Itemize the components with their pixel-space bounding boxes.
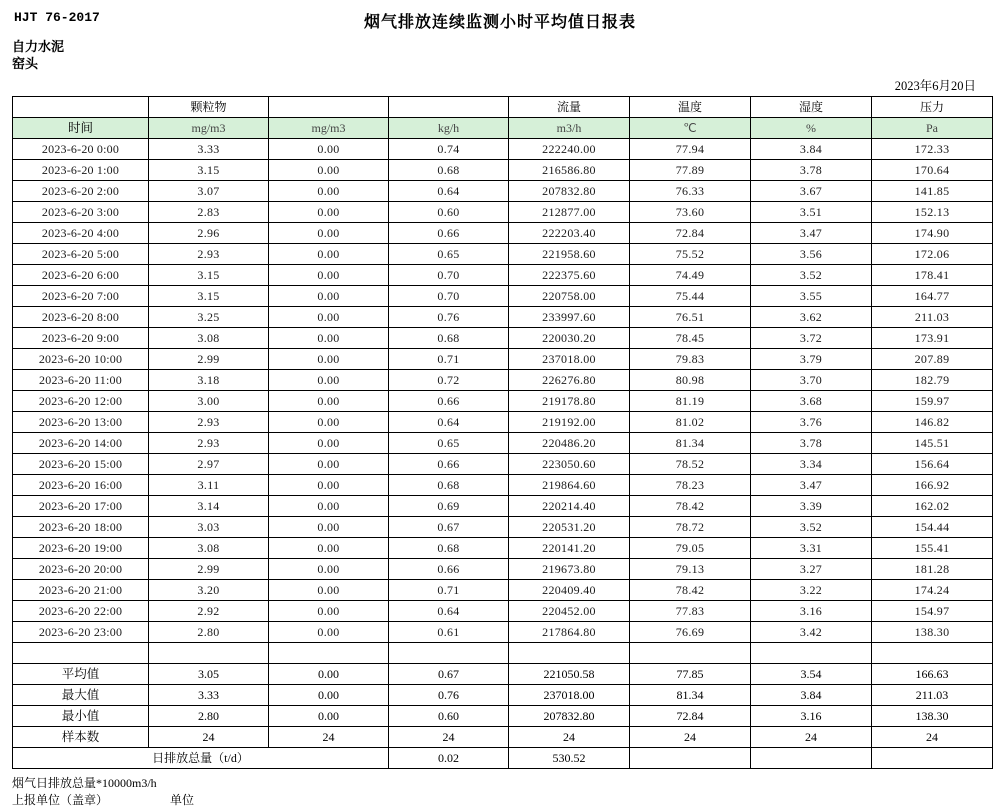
cell-particulate-rate: 0.66 (389, 559, 509, 580)
cell-flow: 220409.40 (509, 580, 630, 601)
reporting-unit-label: 上报单位（盖章） (12, 793, 109, 807)
table-row (13, 559, 993, 580)
cell-particulate-conc: 3.11 (149, 475, 269, 496)
header-cell-flow: 流量 (509, 97, 630, 118)
cell-time: 2023-6-20 16:00 (13, 475, 149, 496)
cell-particulate-conc: 2.99 (149, 349, 269, 370)
cell-pressure: 170.64 (872, 160, 993, 181)
cell-time: 2023-6-20 1:00 (13, 160, 149, 181)
cell-pressure: 181.28 (872, 559, 993, 580)
cell-particulate-rate: 0.69 (389, 496, 509, 517)
cell-pressure: 162.02 (872, 496, 993, 517)
table-row (13, 202, 993, 223)
cell-particulate-std: 0.00 (269, 412, 389, 433)
table-row (13, 475, 993, 496)
summary-cell-5: 24 (630, 727, 751, 748)
cell-humidity: 3.56 (751, 244, 872, 265)
cell-temperature: 76.51 (630, 307, 751, 328)
cell-temperature: 79.05 (630, 538, 751, 559)
cell-temperature: 79.13 (630, 559, 751, 580)
cell-humidity: 3.78 (751, 433, 872, 454)
summary-cell-6: 3.16 (751, 706, 872, 727)
header-cell-temperature: 温度 (630, 97, 751, 118)
table-row (13, 391, 993, 412)
header-cell-time: 时间 (13, 118, 149, 139)
cell-time: 2023-6-20 4:00 (13, 223, 149, 244)
cell-particulate-std: 0.00 (269, 223, 389, 244)
table-header-groups (13, 97, 993, 118)
cell-particulate-std: 0.00 (269, 202, 389, 223)
cell-pressure: 164.77 (872, 286, 993, 307)
summary-cell-6: 3.54 (751, 664, 872, 685)
cell-flow: 222203.40 (509, 223, 630, 244)
spacer-cell (269, 643, 389, 664)
cell-flow: 220030.20 (509, 328, 630, 349)
cell-pressure: 145.51 (872, 433, 993, 454)
cell-pressure: 174.24 (872, 580, 993, 601)
spacer-cell (149, 643, 269, 664)
summary-label: 样本数 (13, 727, 149, 748)
table-row (13, 307, 993, 328)
cell-time: 2023-6-20 20:00 (13, 559, 149, 580)
spacer-cell (13, 643, 149, 664)
spacer-cell (630, 643, 751, 664)
cell-pressure: 172.33 (872, 139, 993, 160)
cell-time: 2023-6-20 11:00 (13, 370, 149, 391)
cell-particulate-conc: 3.08 (149, 328, 269, 349)
summary-cell-6: 24 (751, 727, 872, 748)
cell-particulate-rate: 0.67 (389, 517, 509, 538)
cell-particulate-std: 0.00 (269, 433, 389, 454)
cell-particulate-rate: 0.68 (389, 538, 509, 559)
cell-particulate-rate: 0.65 (389, 244, 509, 265)
cell-particulate-conc: 3.15 (149, 286, 269, 307)
cell-particulate-std: 0.00 (269, 307, 389, 328)
cell-humidity: 3.62 (751, 307, 872, 328)
cell-temperature: 78.42 (630, 496, 751, 517)
cell-flow: 212877.00 (509, 202, 630, 223)
cell-particulate-conc: 3.03 (149, 517, 269, 538)
cell-particulate-conc: 3.07 (149, 181, 269, 202)
cell-humidity: 3.16 (751, 601, 872, 622)
cell-flow: 207832.80 (509, 181, 630, 202)
summary-cell-1: 3.05 (149, 664, 269, 685)
cell-temperature: 73.60 (630, 202, 751, 223)
header-cell-pressure: 压力 (872, 97, 993, 118)
cell-temperature: 78.42 (630, 580, 751, 601)
cell-flow: 220486.20 (509, 433, 630, 454)
table-row (13, 538, 993, 559)
cell-particulate-rate: 0.74 (389, 139, 509, 160)
header-cell-blank1 (13, 97, 149, 118)
cell-flow: 219864.60 (509, 475, 630, 496)
header-cell-humidity: 湿度 (751, 97, 872, 118)
cell-particulate-rate: 0.76 (389, 307, 509, 328)
cell-temperature: 77.89 (630, 160, 751, 181)
cell-humidity: 3.31 (751, 538, 872, 559)
cell-temperature: 74.49 (630, 265, 751, 286)
cell-time: 2023-6-20 14:00 (13, 433, 149, 454)
cell-humidity: 3.42 (751, 622, 872, 643)
cell-temperature: 76.33 (630, 181, 751, 202)
summary-cell-2: 0.00 (269, 706, 389, 727)
table-row (13, 622, 993, 643)
cell-humidity: 3.72 (751, 328, 872, 349)
spacer-cell (872, 643, 993, 664)
summary-cell-4: 237018.00 (509, 685, 630, 706)
cell-particulate-conc: 3.14 (149, 496, 269, 517)
cell-humidity: 3.47 (751, 475, 872, 496)
cell-flow: 220452.00 (509, 601, 630, 622)
cell-particulate-rate: 0.66 (389, 223, 509, 244)
cell-time: 2023-6-20 0:00 (13, 139, 149, 160)
cell-temperature: 78.52 (630, 454, 751, 475)
page-title: 烟气排放连续监测小时平均值日报表 (363, 14, 636, 31)
summary-row-sample-count (13, 727, 993, 748)
cell-time: 2023-6-20 15:00 (13, 454, 149, 475)
cell-particulate-conc: 2.92 (149, 601, 269, 622)
cell-particulate-conc: 2.99 (149, 559, 269, 580)
cell-particulate-rate: 0.66 (389, 391, 509, 412)
spacer-cell (509, 643, 630, 664)
cell-particulate-conc: 3.20 (149, 580, 269, 601)
unit-cell-4: m3/h (509, 118, 630, 139)
cell-temperature: 78.45 (630, 328, 751, 349)
spacer-row (13, 643, 993, 664)
unit-label: 单位 (170, 793, 195, 807)
cell-temperature: 81.19 (630, 391, 751, 412)
summary-cell-2: 0.00 (269, 664, 389, 685)
summary-cell-5: 81.34 (630, 685, 751, 706)
cell-particulate-rate: 0.65 (389, 433, 509, 454)
cell-pressure: 174.90 (872, 223, 993, 244)
cell-particulate-conc: 2.96 (149, 223, 269, 244)
cell-temperature: 81.02 (630, 412, 751, 433)
cell-particulate-std: 0.00 (269, 139, 389, 160)
footer (12, 775, 990, 809)
cell-temperature: 77.83 (630, 601, 751, 622)
cell-temperature: 75.52 (630, 244, 751, 265)
unit-cell-1: mg/m3 (149, 118, 269, 139)
cell-temperature: 77.94 (630, 139, 751, 160)
cell-particulate-std: 0.00 (269, 601, 389, 622)
cell-flow: 223050.60 (509, 454, 630, 475)
summary-cell-2: 0.00 (269, 685, 389, 706)
cell-pressure: 155.41 (872, 538, 993, 559)
cell-flow: 222375.60 (509, 265, 630, 286)
spacer-cell (389, 643, 509, 664)
cell-temperature: 78.23 (630, 475, 751, 496)
summary-cell-7: 24 (872, 727, 993, 748)
cell-pressure: 146.82 (872, 412, 993, 433)
daily-total-row (13, 748, 993, 769)
summary-row-minimum (13, 706, 993, 727)
cell-particulate-rate: 0.72 (389, 370, 509, 391)
cell-flow: 221958.60 (509, 244, 630, 265)
cell-humidity: 3.34 (751, 454, 872, 475)
cell-pressure: 156.64 (872, 454, 993, 475)
daily-total-label: 日排放总量（t/d） (13, 748, 389, 769)
cell-pressure: 173.91 (872, 328, 993, 349)
cell-particulate-std: 0.00 (269, 370, 389, 391)
cell-particulate-conc: 3.18 (149, 370, 269, 391)
cell-temperature: 76.69 (630, 622, 751, 643)
summary-cell-7: 166.63 (872, 664, 993, 685)
cell-particulate-std: 0.00 (269, 496, 389, 517)
cell-humidity: 3.79 (751, 349, 872, 370)
summary-cell-3: 24 (389, 727, 509, 748)
unit-cell-2: mg/m3 (269, 118, 389, 139)
summary-cell-1: 24 (149, 727, 269, 748)
cell-flow: 226276.80 (509, 370, 630, 391)
cell-pressure: 141.85 (872, 181, 993, 202)
cell-particulate-rate: 0.70 (389, 265, 509, 286)
hourly-average-table (12, 96, 993, 769)
summary-label: 最小值 (13, 706, 149, 727)
daily-total-value-2: 530.52 (509, 748, 630, 769)
summary-cell-3: 0.67 (389, 664, 509, 685)
header-cell-blank2 (269, 97, 389, 118)
cell-flow: 219673.80 (509, 559, 630, 580)
cell-time: 2023-6-20 13:00 (13, 412, 149, 433)
table-row (13, 580, 993, 601)
cell-particulate-rate: 0.60 (389, 202, 509, 223)
cell-particulate-rate: 0.64 (389, 181, 509, 202)
cell-pressure: 138.30 (872, 622, 993, 643)
cell-pressure: 207.89 (872, 349, 993, 370)
cell-time: 2023-6-20 10:00 (13, 349, 149, 370)
summary-label: 最大值 (13, 685, 149, 706)
cell-particulate-std: 0.00 (269, 244, 389, 265)
summary-cell-3: 0.60 (389, 706, 509, 727)
cell-humidity: 3.70 (751, 370, 872, 391)
cell-time: 2023-6-20 19:00 (13, 538, 149, 559)
cell-particulate-rate: 0.68 (389, 328, 509, 349)
cell-particulate-conc: 3.08 (149, 538, 269, 559)
cell-flow: 216586.80 (509, 160, 630, 181)
cell-pressure: 159.97 (872, 391, 993, 412)
cell-pressure: 182.79 (872, 370, 993, 391)
table-row (13, 181, 993, 202)
cell-particulate-std: 0.00 (269, 580, 389, 601)
cell-particulate-rate: 0.66 (389, 454, 509, 475)
unit-cell-6: % (751, 118, 872, 139)
cell-time: 2023-6-20 12:00 (13, 391, 149, 412)
site-name: 窑头 (12, 56, 39, 71)
cell-flow: 233997.60 (509, 307, 630, 328)
table-row (13, 286, 993, 307)
summary-cell-4: 207832.80 (509, 706, 630, 727)
cell-flow: 217864.80 (509, 622, 630, 643)
cell-flow: 237018.00 (509, 349, 630, 370)
cell-particulate-std: 0.00 (269, 517, 389, 538)
cell-humidity: 3.47 (751, 223, 872, 244)
cell-particulate-rate: 0.71 (389, 580, 509, 601)
cell-humidity: 3.22 (751, 580, 872, 601)
cell-pressure: 211.03 (872, 307, 993, 328)
cell-particulate-rate: 0.68 (389, 160, 509, 181)
cell-particulate-std: 0.00 (269, 265, 389, 286)
summary-cell-5: 77.85 (630, 664, 751, 685)
cell-flow: 220531.20 (509, 517, 630, 538)
standard-code: HJT 76-2017 (14, 10, 100, 25)
unit-cell-5: ℃ (630, 118, 751, 139)
cell-pressure: 154.44 (872, 517, 993, 538)
summary-cell-6: 3.84 (751, 685, 872, 706)
spacer-cell (751, 643, 872, 664)
cell-flow: 220214.40 (509, 496, 630, 517)
cell-time: 2023-6-20 22:00 (13, 601, 149, 622)
cell-particulate-conc: 3.25 (149, 307, 269, 328)
cell-temperature: 75.44 (630, 286, 751, 307)
cell-particulate-std: 0.00 (269, 559, 389, 580)
cell-particulate-conc: 2.93 (149, 244, 269, 265)
table-row (13, 454, 993, 475)
cell-particulate-std: 0.00 (269, 622, 389, 643)
footer-signature-line (12, 792, 990, 809)
table-row (13, 433, 993, 454)
table-row (13, 349, 993, 370)
header-cell-particulate: 颗粒物 (149, 97, 269, 118)
summary-cell-3: 0.76 (389, 685, 509, 706)
cell-time: 2023-6-20 23:00 (13, 622, 149, 643)
table-row (13, 601, 993, 622)
cell-time: 2023-6-20 3:00 (13, 202, 149, 223)
cell-flow: 219178.80 (509, 391, 630, 412)
summary-cell-5: 72.84 (630, 706, 751, 727)
table-row (13, 517, 993, 538)
cell-particulate-conc: 2.93 (149, 433, 269, 454)
cell-particulate-conc: 2.83 (149, 202, 269, 223)
cell-temperature: 72.84 (630, 223, 751, 244)
table-row (13, 412, 993, 433)
cell-flow: 219192.00 (509, 412, 630, 433)
table-row (13, 265, 993, 286)
cell-particulate-std: 0.00 (269, 181, 389, 202)
daily-total-blank-2 (751, 748, 872, 769)
cell-particulate-std: 0.00 (269, 454, 389, 475)
summary-cell-4: 221050.58 (509, 664, 630, 685)
cell-particulate-rate: 0.70 (389, 286, 509, 307)
cell-time: 2023-6-20 21:00 (13, 580, 149, 601)
cell-time: 2023-6-20 2:00 (13, 181, 149, 202)
summary-row-maximum (13, 685, 993, 706)
cell-humidity: 3.67 (751, 181, 872, 202)
cell-particulate-rate: 0.61 (389, 622, 509, 643)
summary-cell-2: 24 (269, 727, 389, 748)
cell-humidity: 3.76 (751, 412, 872, 433)
summary-cell-7: 211.03 (872, 685, 993, 706)
daily-total-blank-1 (630, 748, 751, 769)
cell-temperature: 80.98 (630, 370, 751, 391)
cell-particulate-rate: 0.64 (389, 412, 509, 433)
cell-time: 2023-6-20 6:00 (13, 265, 149, 286)
summary-cell-7: 138.30 (872, 706, 993, 727)
cell-time: 2023-6-20 7:00 (13, 286, 149, 307)
cell-time: 2023-6-20 5:00 (13, 244, 149, 265)
table-row (13, 244, 993, 265)
cell-particulate-conc: 3.33 (149, 139, 269, 160)
table-row (13, 223, 993, 244)
header-cell-blank3 (389, 97, 509, 118)
cell-particulate-std: 0.00 (269, 328, 389, 349)
cell-time: 2023-6-20 17:00 (13, 496, 149, 517)
cell-humidity: 3.39 (751, 496, 872, 517)
cell-temperature: 78.72 (630, 517, 751, 538)
cell-particulate-rate: 0.64 (389, 601, 509, 622)
cell-flow: 220758.00 (509, 286, 630, 307)
cell-humidity: 3.78 (751, 160, 872, 181)
table-row (13, 139, 993, 160)
summary-label: 平均值 (13, 664, 149, 685)
cell-humidity: 3.52 (751, 517, 872, 538)
cell-particulate-std: 0.00 (269, 286, 389, 307)
cell-humidity: 3.52 (751, 265, 872, 286)
unit-cell-7: Pa (872, 118, 993, 139)
cell-temperature: 81.34 (630, 433, 751, 454)
cell-pressure: 178.41 (872, 265, 993, 286)
cell-temperature: 79.83 (630, 349, 751, 370)
cell-particulate-std: 0.00 (269, 160, 389, 181)
cell-humidity: 3.55 (751, 286, 872, 307)
cell-particulate-std: 0.00 (269, 538, 389, 559)
cell-time: 2023-6-20 8:00 (13, 307, 149, 328)
cell-particulate-rate: 0.68 (389, 475, 509, 496)
footer-note: 烟气日排放总量*10000m3/h (12, 776, 157, 790)
cell-time: 2023-6-20 9:00 (13, 328, 149, 349)
cell-humidity: 3.51 (751, 202, 872, 223)
cell-time: 2023-6-20 18:00 (13, 517, 149, 538)
table-row (13, 370, 993, 391)
cell-pressure: 172.06 (872, 244, 993, 265)
table-row (13, 496, 993, 517)
cell-particulate-conc: 3.00 (149, 391, 269, 412)
cell-flow: 220141.20 (509, 538, 630, 559)
cell-particulate-conc: 2.93 (149, 412, 269, 433)
cell-particulate-conc: 3.15 (149, 265, 269, 286)
cell-particulate-std: 0.00 (269, 349, 389, 370)
cell-particulate-std: 0.00 (269, 475, 389, 496)
cell-particulate-std: 0.00 (269, 391, 389, 412)
cell-flow: 222240.00 (509, 139, 630, 160)
cell-pressure: 166.92 (872, 475, 993, 496)
summary-cell-1: 2.80 (149, 706, 269, 727)
cell-humidity: 3.68 (751, 391, 872, 412)
report-date: 2023年6月20日 (894, 79, 976, 93)
summary-row-average (13, 664, 993, 685)
cell-pressure: 152.13 (872, 202, 993, 223)
cell-humidity: 3.84 (751, 139, 872, 160)
table-row (13, 328, 993, 349)
cell-particulate-rate: 0.71 (389, 349, 509, 370)
cell-particulate-conc: 2.80 (149, 622, 269, 643)
cell-humidity: 3.27 (751, 559, 872, 580)
table-row (13, 160, 993, 181)
summary-cell-4: 24 (509, 727, 630, 748)
daily-total-blank-3 (872, 748, 993, 769)
unit-cell-3: kg/h (389, 118, 509, 139)
cell-particulate-conc: 3.15 (149, 160, 269, 181)
cell-particulate-conc: 2.97 (149, 454, 269, 475)
summary-cell-1: 3.33 (149, 685, 269, 706)
cell-pressure: 154.97 (872, 601, 993, 622)
daily-total-value-1: 0.02 (389, 748, 509, 769)
org-name: 自力水泥 (12, 39, 65, 54)
table-header-units (13, 118, 993, 139)
